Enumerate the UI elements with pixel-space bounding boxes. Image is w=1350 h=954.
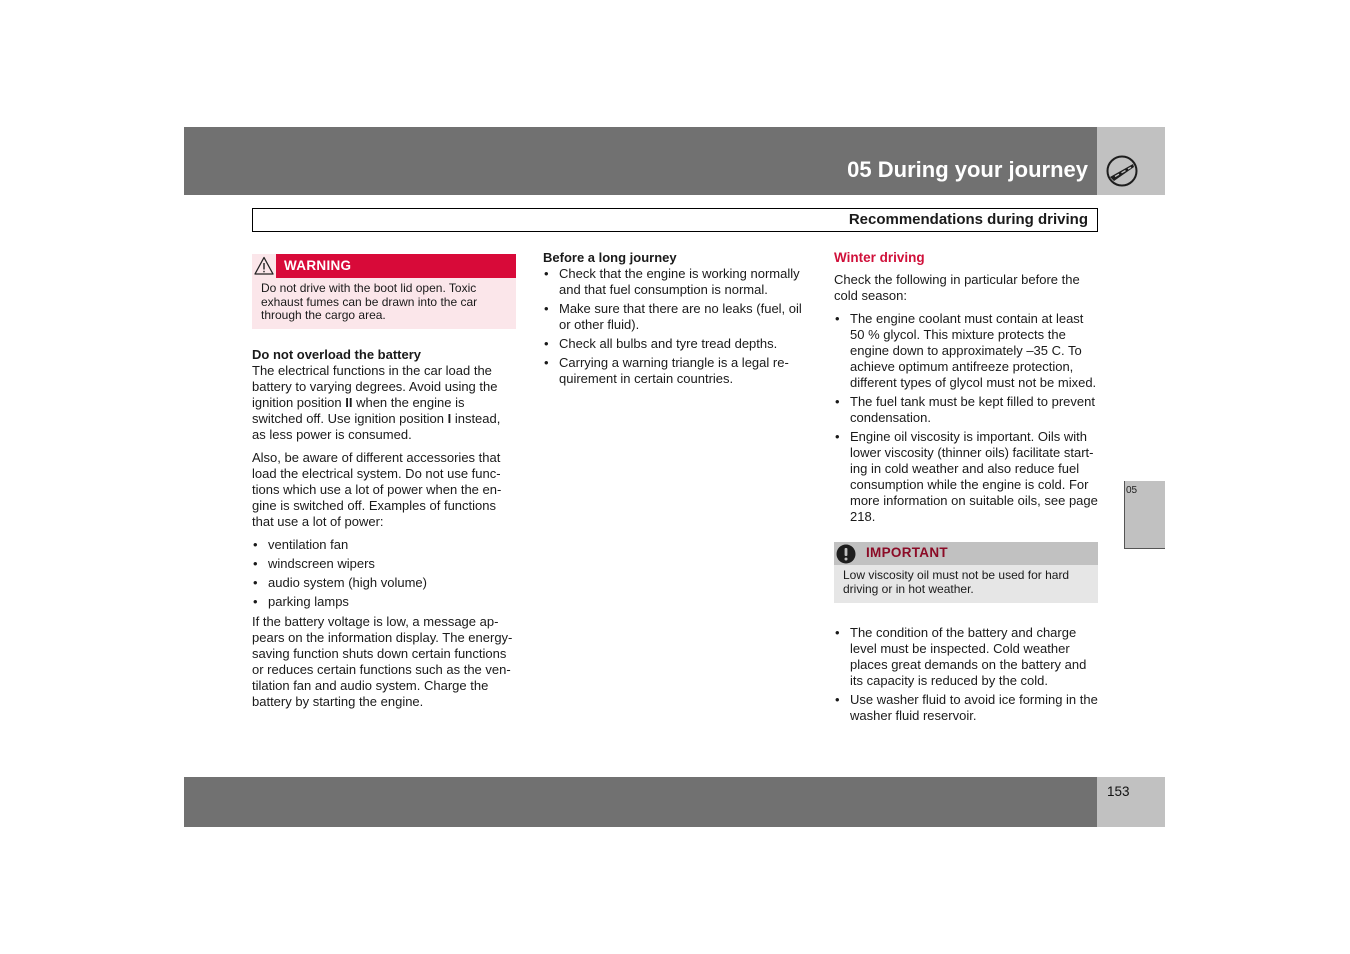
road-curve-icon [1106, 155, 1138, 187]
winter-list [834, 311, 1098, 525]
long-journey-heading: Before a long journey [543, 250, 677, 265]
list-item: • Use washer fluid to avoid ice forming in the washer fluid reservoir. [834, 692, 1098, 724]
list-item: • audio system (high volume) [252, 575, 516, 591]
warning-header [252, 254, 516, 278]
warning-triangle-icon [252, 254, 276, 278]
list-item: • Check all bulbs and tyre tread depths. [543, 336, 805, 352]
winter-list-2 [834, 625, 1098, 724]
warning-label: WARNING [284, 258, 352, 273]
page-number-box [1097, 777, 1165, 827]
list-item: • Make sure that there are no leaks (fuel, oil or other fluid). [543, 301, 805, 333]
list-item: • The fuel tank must be kept filled to prevent condensation. [834, 394, 1098, 426]
important-header [834, 542, 1098, 565]
battery-paragraph-3: If the battery voltage is low, a message ap-pears on the information display. The energy-saving function shuts down certain functions or reduces certain functions such as the ven-tilation fan and audio system. Charge the battery by starting the engine. [252, 613, 513, 709]
chapter-tab-label: 05 [1126, 485, 1138, 496]
important-label: IMPORTANT [866, 545, 948, 560]
warning-box [252, 254, 516, 329]
list-item: • Carrying a warning triangle is a legal re-quirement in certain countries. [543, 355, 805, 387]
important-text: Low viscosity oil must not be used for hard driving or in hot weather. [843, 568, 1070, 596]
section-title: Recommendations during driving [848, 211, 1088, 228]
page-number: 153 [1107, 784, 1130, 799]
list-item: • parking lamps [252, 594, 516, 610]
footer-bar [184, 777, 1097, 827]
column-right [834, 250, 1098, 728]
chapter-tab [1124, 481, 1165, 549]
battery-paragraph-1: The electrical functions in the car load the battery to varying degrees. Avoid using the ignition position II when the engine is switched off. Use ignition position I instead, as less power is consumed. [252, 362, 501, 442]
list-item: • Engine oil viscosity is important. Oils with lower viscosity (thinner oils) facilitate start-ing in cold weather and also reduce fuel consumption while the engine is cold. For more information on suitable oils, see page 218. [834, 429, 1098, 525]
column-middle [543, 250, 805, 391]
winter-driving-heading: Winter driving [834, 250, 925, 265]
winter-intro: Check the following in particular before the cold season: [834, 272, 1080, 303]
warning-text: Do not drive with the boot lid open. Toxic exhaust fumes can be drawn into the car through the cargo area. [261, 281, 478, 322]
column-left [252, 254, 516, 717]
list-item: • The condition of the battery and charge level must be inspected. Cold weather places great demands on the battery and its capacity is reduced by the cold. [834, 625, 1098, 689]
long-journey-list [543, 266, 805, 387]
battery-paragraph-2: Also, be aware of different accessories that load the electrical system. Do not use func-tions which use a lot of power when the en-gine is switched off. Examples of functions that use a lot of power: [252, 449, 502, 529]
list-item: • windscreen wipers [252, 556, 516, 572]
chapter-title: 05 During your journey [847, 157, 1088, 182]
list-item: • The engine coolant must contain at least 50 % glycol. This mixture protects the engine down to approximately –35 C. To achieve optimum antifreeze protection, different types of glycol must not be mixed. [834, 311, 1098, 391]
battery-heading: Do not overload the battery [252, 346, 422, 362]
list-item: • Check that the engine is working normally and that fuel consumption is normal. [543, 266, 805, 298]
section-title-box [252, 208, 1098, 232]
warning-icon-box [252, 254, 276, 278]
exclamation-circle-icon [835, 543, 857, 565]
power-functions-list [252, 537, 516, 610]
list-item: • ventilation fan [252, 537, 516, 553]
important-box [834, 542, 1098, 603]
